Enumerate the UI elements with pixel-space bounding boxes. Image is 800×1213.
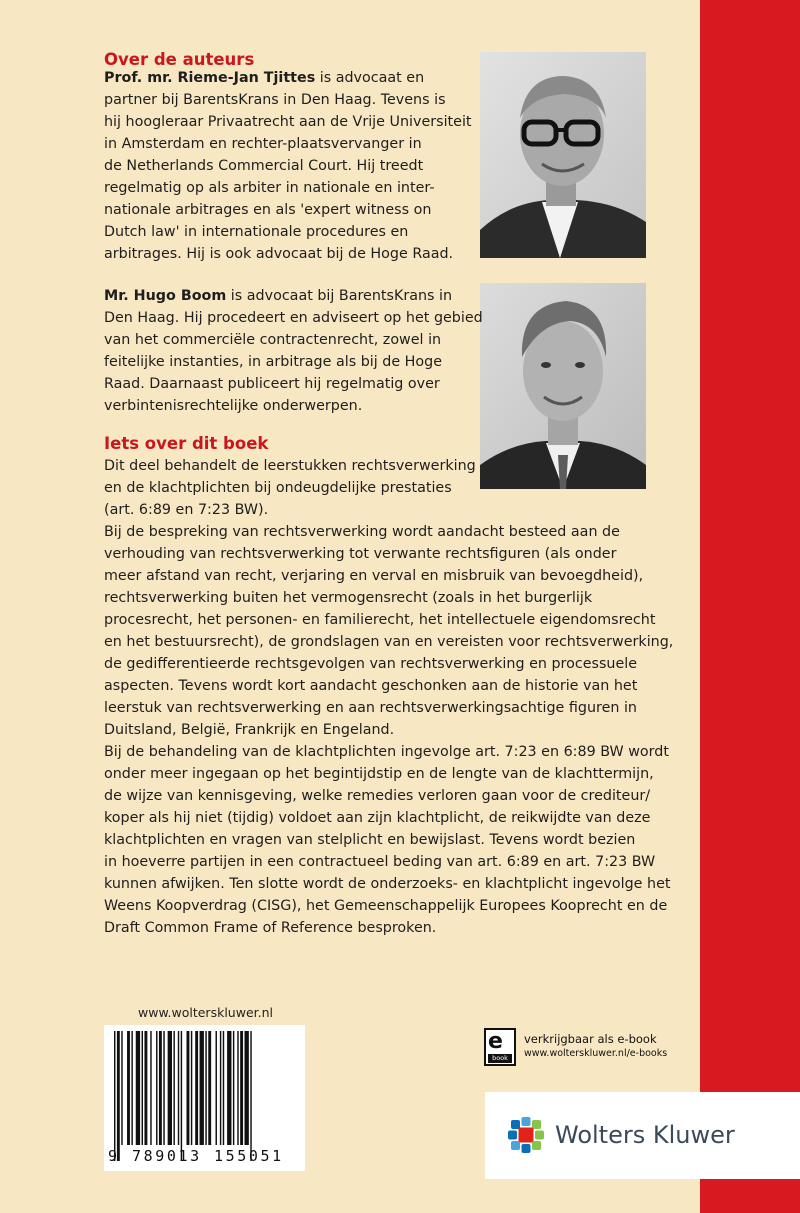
barcode-bar xyxy=(208,1031,211,1145)
author1-bio xyxy=(104,67,472,265)
barcode-bar xyxy=(136,1031,140,1145)
red-side-band xyxy=(700,0,800,1213)
book-body-line: Bij de bespreking van rechtsverwerking wordt aandacht besteed aan de xyxy=(104,524,620,540)
book-body-line: verhouding van rechtsverwerking tot verwante rechtsfiguren (als onder xyxy=(104,546,617,562)
book-body-line: in hoeverre partijen in een contractueel beding van art. 6:89 en art. 7:23 BW xyxy=(104,854,656,870)
ebook-icon-letter: e xyxy=(488,1029,503,1054)
barcode-bar xyxy=(150,1031,151,1145)
barcode-bar xyxy=(131,1031,132,1145)
barcode-bar xyxy=(163,1031,164,1145)
ebook-availability[interactable] xyxy=(484,1028,694,1068)
authors-heading: Over de auteurs xyxy=(104,50,255,69)
book-body-line: Duitsland, België, Frankrijk en Engeland. xyxy=(104,722,395,738)
isbn-prefix-digit: 9 xyxy=(108,1147,120,1165)
author2-line: Den Haag. Hij procedeert en adviseert op het gebied xyxy=(104,310,483,326)
book-body-line: de gedifferentieerde rechtsgevolgen van rechtsverwerking en processuele xyxy=(104,656,638,672)
author1-line: Dutch law' in internationale procedures en xyxy=(104,224,409,240)
barcode-bar xyxy=(114,1031,115,1161)
barcode-bar xyxy=(245,1031,249,1145)
book-body-line: de wijze van kennisgeving, welke remedies verloren gaan voor de crediteur/ xyxy=(104,788,651,804)
barcode-bar xyxy=(240,1031,243,1145)
author1-line: arbitrages. Hij is ook advocaat bij de Hoge Raad. xyxy=(104,246,454,262)
book-body-line: klachtplichten en vragen van stelplicht en bewijslast. Tevens wordt bezien xyxy=(104,832,636,848)
isbn-number xyxy=(104,1145,305,1167)
barcode-bar xyxy=(223,1031,224,1145)
isbn-left-digits: 789013 xyxy=(132,1147,202,1165)
ebook-icon-label: book xyxy=(488,1054,512,1063)
book-body-line: en het bestuursrecht), de grondslagen van en vereisten voor rechtsverwerking, xyxy=(104,634,674,650)
book-body-line: meer afstand van recht, verjaring en verval en misbruik van bevoegdheid), xyxy=(104,568,644,584)
barcode-bar xyxy=(156,1031,157,1145)
ebook-icon xyxy=(484,1028,516,1066)
author2-line: van het commerciële contractenrecht, zowel in xyxy=(104,332,442,348)
barcode-bar xyxy=(181,1031,182,1161)
barcode-bar xyxy=(178,1031,179,1145)
author1-first-line xyxy=(104,67,472,89)
book-body-line: Bij de behandeling van de klachtplichten ingevolge art. 7:23 en 6:89 BW wordt xyxy=(104,744,669,760)
author1-line: regelmatig op als arbiter in nationale en inter- xyxy=(104,180,435,196)
book-body-line: procesrecht, het personen- en familierecht, het intellectuele eigendomsrecht xyxy=(104,612,656,628)
book-body-line: onder meer ingegaan op het begintijdstip en de lengte van de klachttermijn, xyxy=(104,766,654,782)
book-heading: Iets over dit boek xyxy=(104,434,269,453)
author1-line: de Netherlands Commercial Court. Hij treedt xyxy=(104,158,424,174)
isbn-right-digits: 155051 xyxy=(214,1147,284,1165)
isbn-barcode xyxy=(104,1025,305,1171)
author2-line: verbintenisrechtelijke onderwerpen. xyxy=(104,398,363,414)
author1-line: partner bij BarentsKrans in Den Haag. Tevens is xyxy=(104,92,446,108)
publisher-logo-box xyxy=(485,1092,800,1179)
book-intro-line: en de klachtplichten bij ondeugdelijke prestaties xyxy=(104,480,452,496)
ebook-url[interactable]: www.wolterskluwer.nl/e-books xyxy=(524,1048,668,1059)
book-body-line: Draft Common Frame of Reference besproken. xyxy=(104,920,437,936)
author1-name: Prof. mr. Rieme-Jan Tjittes xyxy=(104,70,316,86)
author2-line: feitelijke instanties, in arbitrage als bij de Hoge xyxy=(104,354,443,370)
barcode-bar xyxy=(159,1031,162,1145)
barcode-bar xyxy=(191,1031,192,1145)
barcode-bar xyxy=(220,1031,221,1145)
barcode-bar xyxy=(127,1031,130,1145)
author1-first-line-rest: is advocaat en xyxy=(315,70,425,86)
book-body-line: Weens Koopverdrag (CISG), het Gemeenschappelijk Europees Kooprecht en de xyxy=(104,898,668,914)
book-body-line: aspecten. Tevens wordt kort aandacht geschonken aan de historie van het xyxy=(104,678,638,694)
book-description xyxy=(104,455,673,939)
author1-line: in Amsterdam en rechter-plaatsvervanger in xyxy=(104,136,422,152)
barcode-bar xyxy=(144,1031,147,1145)
barcode-bar xyxy=(142,1031,143,1145)
barcode-bar xyxy=(117,1031,120,1161)
book-body-line: kunnen afwijken. Ten slotte wordt de onderzoeks- en klachtplicht ingevolge het xyxy=(104,876,671,892)
author1-line: hij hoogleraar Privaatrecht aan de Vrije Universiteit xyxy=(104,114,472,130)
barcode-bar xyxy=(227,1031,231,1145)
barcode-bar xyxy=(237,1031,238,1145)
publisher-name: Wolters Kluwer xyxy=(555,1121,735,1149)
book-body-line: rechtsverwerking buiten het vermogensrecht (zoals in het burgerlijk xyxy=(104,590,593,606)
barcode-bar xyxy=(205,1031,206,1145)
author2-first-line xyxy=(104,285,483,307)
wolters-kluwer-logo-icon xyxy=(505,1114,547,1156)
author1-line: nationale arbitrages en als 'expert witness on xyxy=(104,202,432,218)
barcode-bar xyxy=(200,1031,204,1145)
ebook-title: verkrijgbaar als e-book xyxy=(524,1032,657,1046)
book-intro-line: Dit deel behandelt de leerstukken rechtsverwerking xyxy=(104,458,476,474)
website-url[interactable]: www.wolterskluwer.nl xyxy=(138,1005,273,1020)
barcode-bar xyxy=(168,1031,172,1145)
barcode-bar xyxy=(195,1031,198,1145)
barcode-bar xyxy=(216,1031,217,1145)
author2-name: Mr. Hugo Boom xyxy=(104,288,227,304)
author2-line: Raad. Daarnaast publiceert hij regelmatig over xyxy=(104,376,440,392)
barcode-bar xyxy=(187,1031,190,1145)
barcode-bar xyxy=(121,1031,122,1145)
barcode-bar xyxy=(233,1031,234,1145)
book-body-line: koper als hij niet (tijdig) voldoet aan zijn klachtplicht, de reikwijdte van deze xyxy=(104,810,651,826)
barcode-bar xyxy=(173,1031,174,1145)
author2-first-line-rest: is advocaat bij BarentsKrans in xyxy=(226,288,453,304)
book-body-line: leerstuk van rechtsverwerking en aan rechtsverwerkingsachtige figuren in xyxy=(104,700,637,716)
book-intro-line: (art. 6:89 en 7:23 BW). xyxy=(104,502,269,518)
author2-bio xyxy=(104,285,483,417)
barcode-bar xyxy=(250,1031,251,1161)
author-photo-tjittes xyxy=(480,52,646,258)
